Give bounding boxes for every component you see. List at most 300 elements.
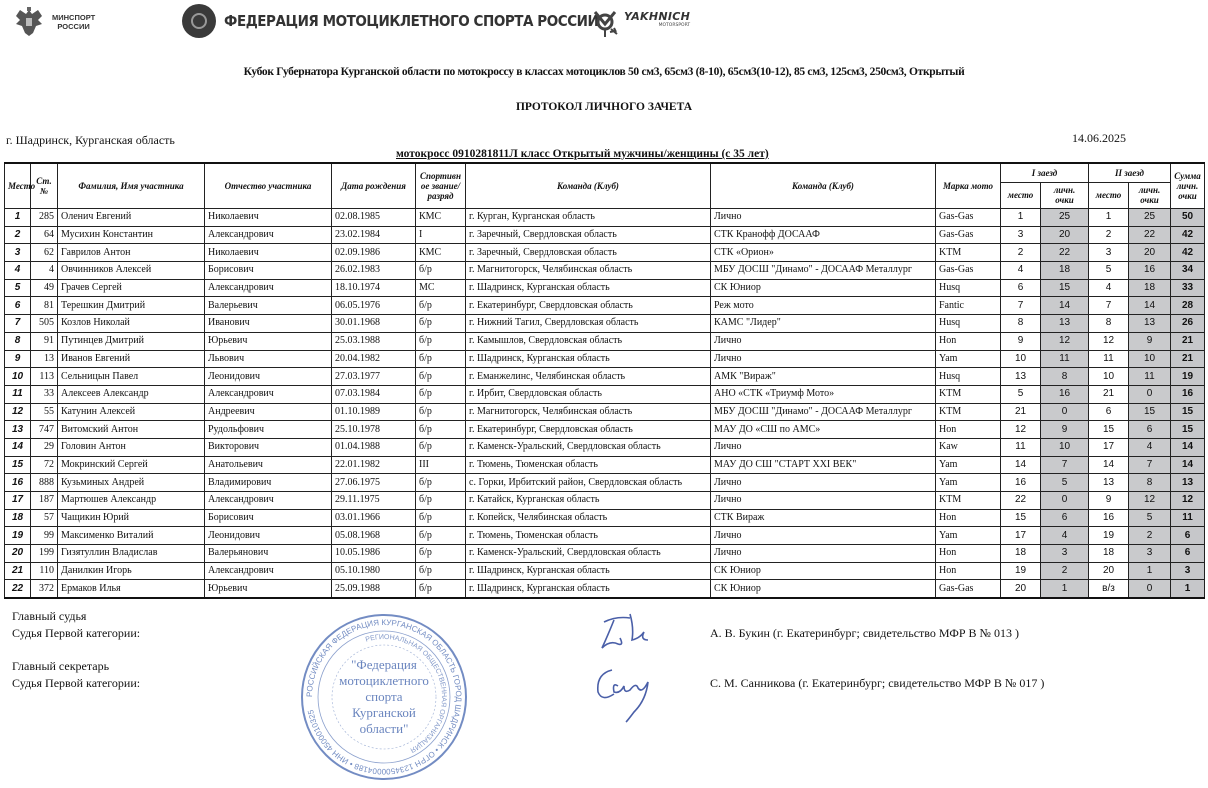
- row-race2-points: 18: [1129, 279, 1171, 297]
- row-race1-points: 7: [1041, 456, 1089, 474]
- row-race1-points: 14: [1041, 297, 1089, 315]
- row-birth-date: 07.03.1984: [332, 385, 416, 403]
- table-row: [5, 492, 1205, 510]
- row-race2-points: 14: [1129, 297, 1171, 315]
- row-place: 2: [5, 226, 31, 244]
- chief-secretary-category: Судья Первой категории:: [12, 676, 141, 690]
- row-patronymic: Юрьевич: [205, 332, 332, 350]
- row-place: 12: [5, 403, 31, 421]
- row-race1-place: 16: [1001, 474, 1041, 492]
- row-race2-place: 3: [1089, 244, 1129, 262]
- row-moto: Hon: [936, 562, 1001, 580]
- row-name: Сельницын Павел: [58, 368, 205, 386]
- row-rank: б/р: [416, 580, 466, 598]
- row-race1-points: 12: [1041, 332, 1089, 350]
- row-sum: 21: [1171, 350, 1205, 368]
- row-moto: Fantic: [936, 297, 1001, 315]
- row-rank: I: [416, 226, 466, 244]
- row-race1-points: 20: [1041, 226, 1089, 244]
- row-start-number: 747: [31, 421, 58, 439]
- row-sum: 12: [1171, 492, 1205, 510]
- federation-logo: [182, 4, 640, 38]
- row-team: МАУ ДО СШ "СТАРТ XXI ВЕК": [711, 456, 936, 474]
- competition-title: Кубок Губернатора Курганской области по мотокроссу в классах мотоциклов 50 см3, 65см3 (8-10), 65см3(10-12), 85 см3, 125см3, 250см3, Открытый: [243, 66, 965, 78]
- row-name: Овчинников Алексей: [58, 262, 205, 280]
- row-team: Лично: [711, 209, 936, 227]
- row-sum: 50: [1171, 209, 1205, 227]
- row-birth-date: 01.10.1989: [332, 403, 416, 421]
- row-start-number: 113: [31, 368, 58, 386]
- row-race2-place: 11: [1089, 350, 1129, 368]
- row-patronymic: Александрович: [205, 562, 332, 580]
- row-moto: Hon: [936, 332, 1001, 350]
- row-start-number: 62: [31, 244, 58, 262]
- col-rank: Спортивное звание/разряд: [416, 163, 466, 209]
- row-race2-place: 20: [1089, 562, 1129, 580]
- row-team: Лично: [711, 545, 936, 563]
- row-race2-points: 15: [1129, 403, 1171, 421]
- row-patronymic: Леонидович: [205, 368, 332, 386]
- row-sum: 26: [1171, 315, 1205, 333]
- row-patronymic: Львович: [205, 350, 332, 368]
- table-row: [5, 209, 1205, 227]
- row-start-number: 81: [31, 297, 58, 315]
- row-patronymic: Александрович: [205, 226, 332, 244]
- row-name: Путинцев Дмитрий: [58, 332, 205, 350]
- stamp-center-line: мотоциклетного: [339, 673, 429, 688]
- class-line: мотокросс 0910281811Л класс Открытый мужчины/женщины (с 35 лет): [396, 148, 769, 160]
- protocol-title: ПРОТОКОЛ ЛИЧНОГО ЗАЧЕТА: [515, 101, 692, 113]
- ministry-line2: РОССИИ: [57, 22, 90, 31]
- col-race2-place: место: [1089, 182, 1129, 208]
- row-rank: III: [416, 456, 466, 474]
- row-place: 11: [5, 385, 31, 403]
- row-start-number: 13: [31, 350, 58, 368]
- row-start-number: 187: [31, 492, 58, 510]
- row-race1-place: 22: [1001, 492, 1041, 510]
- table-row: [5, 527, 1205, 545]
- row-moto: Husq: [936, 279, 1001, 297]
- row-region: г. Катайск, Курганская область: [466, 492, 711, 510]
- col-race1: I заезд: [1001, 163, 1089, 182]
- row-moto: Gas-Gas: [936, 580, 1001, 598]
- row-race1-points: 0: [1041, 403, 1089, 421]
- row-birth-date: 23.02.1984: [332, 226, 416, 244]
- row-start-number: 199: [31, 545, 58, 563]
- row-race1-place: 11: [1001, 438, 1041, 456]
- row-moto: Hon: [936, 421, 1001, 439]
- row-sum: 1: [1171, 580, 1205, 598]
- table-row: [5, 226, 1205, 244]
- sponsor-subtitle: MOTORSPORT: [658, 23, 691, 28]
- row-name: Гизятуллин Владислав: [58, 545, 205, 563]
- row-region: с. Горки, Ирбитский район, Свердловская область: [466, 474, 711, 492]
- row-race2-place: 2: [1089, 226, 1129, 244]
- row-team: Лично: [711, 350, 936, 368]
- row-race1-points: 10: [1041, 438, 1089, 456]
- row-place: 7: [5, 315, 31, 333]
- row-place: 14: [5, 438, 31, 456]
- row-birth-date: 26.02.1983: [332, 262, 416, 280]
- row-name: Иванов Евгений: [58, 350, 205, 368]
- ministry-line1: МИНСПОРТ: [52, 13, 96, 22]
- row-birth-date: 02.08.1985: [332, 209, 416, 227]
- row-patronymic: Анатольевич: [205, 456, 332, 474]
- row-race2-points: 4: [1129, 438, 1171, 456]
- row-team: СТК «Орион»: [711, 244, 936, 262]
- row-race2-place: 15: [1089, 421, 1129, 439]
- table-row: [5, 332, 1205, 350]
- federation-emblem-icon: [182, 4, 216, 38]
- row-race1-place: 15: [1001, 509, 1041, 527]
- row-start-number: 505: [31, 315, 58, 333]
- row-region: г. Нижний Тагил, Свердловская область: [466, 315, 711, 333]
- row-race1-points: 13: [1041, 315, 1089, 333]
- row-sum: 19: [1171, 368, 1205, 386]
- row-moto: KTM: [936, 385, 1001, 403]
- row-place: 15: [5, 456, 31, 474]
- row-patronymic: Александрович: [205, 279, 332, 297]
- row-team: СТК Кранофф ДОСААФ: [711, 226, 936, 244]
- row-place: 21: [5, 562, 31, 580]
- chief-judge-category: Судья Первой категории:: [12, 626, 141, 640]
- row-rank: б/р: [416, 545, 466, 563]
- row-region: г. Ирбит, Свердловская область: [466, 385, 711, 403]
- row-rank: б/р: [416, 332, 466, 350]
- row-team: КАМС "Лидер": [711, 315, 936, 333]
- row-moto: Hon: [936, 545, 1001, 563]
- row-team: МАУ ДО «СШ по АМС»: [711, 421, 936, 439]
- row-start-number: 99: [31, 527, 58, 545]
- row-rank: КМС: [416, 209, 466, 227]
- row-sum: 21: [1171, 332, 1205, 350]
- col-race1-place: место: [1001, 182, 1041, 208]
- row-race1-place: 4: [1001, 262, 1041, 280]
- row-race1-points: 25: [1041, 209, 1089, 227]
- row-name: Чащикин Юрий: [58, 509, 205, 527]
- col-patronymic: Отчество участника: [205, 163, 332, 209]
- col-team: Команда (Клуб): [711, 163, 936, 209]
- row-race2-place: 19: [1089, 527, 1129, 545]
- row-region: г. Тюмень, Тюменская область: [466, 456, 711, 474]
- row-place: 9: [5, 350, 31, 368]
- row-rank: КМС: [416, 244, 466, 262]
- row-place: 8: [5, 332, 31, 350]
- row-moto: KTM: [936, 403, 1001, 421]
- table-row: [5, 474, 1205, 492]
- row-name: Кузьминых Андрей: [58, 474, 205, 492]
- row-name: Мокринский Сергей: [58, 456, 205, 474]
- row-race2-points: 7: [1129, 456, 1171, 474]
- row-moto: Husq: [936, 368, 1001, 386]
- table-row: [5, 368, 1205, 386]
- row-race2-place: 13: [1089, 474, 1129, 492]
- row-patronymic: Борисович: [205, 262, 332, 280]
- row-region: г. Екатеринбург, Свердловская область: [466, 421, 711, 439]
- row-rank: б/р: [416, 315, 466, 333]
- row-rank: б/р: [416, 474, 466, 492]
- row-race1-place: 3: [1001, 226, 1041, 244]
- row-race2-place: 14: [1089, 456, 1129, 474]
- stamp-ring-text: РОССИЙСКАЯ ФЕДЕРАЦИЯ КУРГАНСКАЯ ОБЛАСТЬ ГОРОД ШАДРИНСК • ОГРН 1234500004188 • ИНН 4500010325: [304, 617, 464, 777]
- row-birth-date: 25.09.1988: [332, 580, 416, 598]
- row-name: Грачев Сергей: [58, 279, 205, 297]
- row-race1-place: 6: [1001, 279, 1041, 297]
- row-race1-place: 14: [1001, 456, 1041, 474]
- row-birth-date: 25.10.1978: [332, 421, 416, 439]
- row-birth-date: 01.04.1988: [332, 438, 416, 456]
- col-birth-date: Дата рождения: [332, 163, 416, 209]
- row-race1-place: 9: [1001, 332, 1041, 350]
- row-place: 16: [5, 474, 31, 492]
- row-rank: б/р: [416, 492, 466, 510]
- row-region: г. Шадринск, Курганская область: [466, 279, 711, 297]
- row-place: 3: [5, 244, 31, 262]
- row-birth-date: 05.10.1980: [332, 562, 416, 580]
- row-birth-date: 18.10.1974: [332, 279, 416, 297]
- row-start-number: 372: [31, 580, 58, 598]
- sponsor-logo: [592, 10, 690, 38]
- table-row: [5, 545, 1205, 563]
- row-birth-date: 06.05.1976: [332, 297, 416, 315]
- row-race1-place: 1: [1001, 209, 1041, 227]
- row-birth-date: 05.08.1968: [332, 527, 416, 545]
- row-race1-place: 21: [1001, 403, 1041, 421]
- row-moto: Husq: [936, 315, 1001, 333]
- row-name: Мартюшев Александр: [58, 492, 205, 510]
- chief-secretary-title: Главный секретарь: [12, 659, 110, 673]
- row-race2-points: 8: [1129, 474, 1171, 492]
- row-birth-date: 25.03.1988: [332, 332, 416, 350]
- row-start-number: 888: [31, 474, 58, 492]
- table-row: [5, 297, 1205, 315]
- row-sum: 11: [1171, 509, 1205, 527]
- row-place: 10: [5, 368, 31, 386]
- row-region: г. Екатеринбург, Свердловская область: [466, 297, 711, 315]
- row-rank: б/р: [416, 350, 466, 368]
- row-race1-points: 22: [1041, 244, 1089, 262]
- chief-judge-name: А. В. Букин (г. Екатеринбург; свидетельство МФР В № 013 ): [710, 626, 1019, 640]
- row-race2-place: 5: [1089, 262, 1129, 280]
- row-name: Витомский Антон: [58, 421, 205, 439]
- row-birth-date: 02.09.1986: [332, 244, 416, 262]
- row-sum: 33: [1171, 279, 1205, 297]
- row-rank: б/р: [416, 262, 466, 280]
- row-race2-place: 8: [1089, 315, 1129, 333]
- table-row: [5, 438, 1205, 456]
- row-birth-date: 29.11.1975: [332, 492, 416, 510]
- row-race1-points: 3: [1041, 545, 1089, 563]
- row-moto: KTM: [936, 244, 1001, 262]
- row-name: Максименко Виталий: [58, 527, 205, 545]
- table-row: [5, 350, 1205, 368]
- row-race1-place: 13: [1001, 368, 1041, 386]
- row-race2-points: 13: [1129, 315, 1171, 333]
- row-region: г. Шадринск, Курганская область: [466, 580, 711, 598]
- row-rank: б/р: [416, 421, 466, 439]
- row-team: МБУ ДОСШ "Динамо" - ДОСААФ Металлург: [711, 403, 936, 421]
- row-place: 17: [5, 492, 31, 510]
- row-birth-date: 22.01.1982: [332, 456, 416, 474]
- row-sum: 14: [1171, 456, 1205, 474]
- row-patronymic: Борисович: [205, 509, 332, 527]
- row-name: Козлов Николай: [58, 315, 205, 333]
- chief-secretary-signature: [590, 660, 660, 725]
- row-start-number: 29: [31, 438, 58, 456]
- federation-name: ФЕДЕРАЦИЯ МОТОЦИКЛЕТНОГО СПОРТА РОССИИ: [224, 12, 599, 30]
- row-patronymic: Иванович: [205, 315, 332, 333]
- row-region: г. Каменск-Уральский, Свердловская область: [466, 438, 711, 456]
- row-team: Лично: [711, 492, 936, 510]
- row-rank: б/р: [416, 509, 466, 527]
- row-region: г. Копейск, Челябинская область: [466, 509, 711, 527]
- row-patronymic: Владимирович: [205, 474, 332, 492]
- table-row: [5, 385, 1205, 403]
- row-race1-points: 8: [1041, 368, 1089, 386]
- chief-judge-signature: [596, 610, 656, 660]
- row-place: 20: [5, 545, 31, 563]
- table-row: [5, 403, 1205, 421]
- row-race2-place: 4: [1089, 279, 1129, 297]
- row-name: Терешкин Дмитрий: [58, 297, 205, 315]
- row-rank: б/р: [416, 297, 466, 315]
- row-patronymic: Николаевич: [205, 209, 332, 227]
- stamp-center-line: спорта: [365, 689, 403, 704]
- table-row: [5, 262, 1205, 280]
- row-moto: Yam: [936, 350, 1001, 368]
- row-place: 18: [5, 509, 31, 527]
- row-race2-points: 10: [1129, 350, 1171, 368]
- row-moto: Hon: [936, 509, 1001, 527]
- row-team: Лично: [711, 332, 936, 350]
- sponsor-name: YAKHNICH: [624, 10, 691, 23]
- row-sum: 15: [1171, 403, 1205, 421]
- row-birth-date: 03.01.1966: [332, 509, 416, 527]
- row-race1-points: 11: [1041, 350, 1089, 368]
- row-name: Мусихин Константин: [58, 226, 205, 244]
- row-race2-place: 6: [1089, 403, 1129, 421]
- row-start-number: 110: [31, 562, 58, 580]
- row-region: г. Тюмень, Тюменская область: [466, 527, 711, 545]
- row-race1-points: 5: [1041, 474, 1089, 492]
- row-sum: 16: [1171, 385, 1205, 403]
- row-patronymic: Александрович: [205, 385, 332, 403]
- row-race1-place: 2: [1001, 244, 1041, 262]
- row-region: г. Еманжелинс, Челябинская область: [466, 368, 711, 386]
- row-race2-points: 25: [1129, 209, 1171, 227]
- row-place: 19: [5, 527, 31, 545]
- row-place: 13: [5, 421, 31, 439]
- double-headed-eagle-icon: [12, 6, 46, 38]
- row-race1-place: 5: [1001, 385, 1041, 403]
- row-sum: 28: [1171, 297, 1205, 315]
- row-name: Гаврилов Антон: [58, 244, 205, 262]
- row-team: Лично: [711, 474, 936, 492]
- row-place: 1: [5, 209, 31, 227]
- row-moto: KTM: [936, 492, 1001, 510]
- row-race2-points: 2: [1129, 527, 1171, 545]
- row-race1-points: 15: [1041, 279, 1089, 297]
- row-patronymic: Юрьевич: [205, 580, 332, 598]
- row-race1-points: 0: [1041, 492, 1089, 510]
- results-table: [4, 162, 1205, 599]
- row-moto: Yam: [936, 456, 1001, 474]
- row-name: Данилкин Игорь: [58, 562, 205, 580]
- row-rank: б/р: [416, 527, 466, 545]
- row-race1-points: 4: [1041, 527, 1089, 545]
- row-race1-points: 9: [1041, 421, 1089, 439]
- table-row: [5, 244, 1205, 262]
- chief-secretary-name: С. М. Санникова (г. Екатеринбург; свидетельство МФР В № 017 ): [710, 676, 1045, 690]
- row-moto: Gas-Gas: [936, 262, 1001, 280]
- row-birth-date: 27.03.1977: [332, 368, 416, 386]
- event-date: 14.06.2025: [1072, 131, 1126, 145]
- row-sum: 14: [1171, 438, 1205, 456]
- ministry-logo: [12, 6, 95, 38]
- row-rank: б/р: [416, 385, 466, 403]
- row-team: АНО «СТК «Триумф Мото»: [711, 385, 936, 403]
- row-race2-place: 1: [1089, 209, 1129, 227]
- row-region: г. Магнитогорск, Челябинская область: [466, 403, 711, 421]
- row-moto: Gas-Gas: [936, 209, 1001, 227]
- row-race2-place: 16: [1089, 509, 1129, 527]
- stamp-inner-ring-text: РЕГИОНАЛЬНАЯ ОБЩЕСТВЕННАЯ ОРГАНИЗАЦИЯ: [364, 633, 448, 754]
- stamp-center-line: Курганской: [352, 705, 416, 720]
- row-team: Лично: [711, 438, 936, 456]
- row-patronymic: Николаевич: [205, 244, 332, 262]
- row-patronymic: Валерьянович: [205, 545, 332, 563]
- row-race2-points: 11: [1129, 368, 1171, 386]
- row-race1-place: 20: [1001, 580, 1041, 598]
- col-moto: Марка мото: [936, 163, 1001, 209]
- row-rank: б/р: [416, 438, 466, 456]
- row-place: 6: [5, 297, 31, 315]
- row-race2-points: 3: [1129, 545, 1171, 563]
- row-race2-place: в/з: [1089, 580, 1129, 598]
- row-race1-place: 8: [1001, 315, 1041, 333]
- row-team: СТК Вираж: [711, 509, 936, 527]
- row-start-number: 55: [31, 403, 58, 421]
- row-team: Лично: [711, 527, 936, 545]
- row-race2-points: 5: [1129, 509, 1171, 527]
- col-race2-points: личн. очки: [1129, 182, 1171, 208]
- row-race2-place: 18: [1089, 545, 1129, 563]
- row-rank: б/р: [416, 403, 466, 421]
- row-sum: 42: [1171, 226, 1205, 244]
- row-moto: Yam: [936, 527, 1001, 545]
- row-race2-points: 20: [1129, 244, 1171, 262]
- row-sum: 6: [1171, 545, 1205, 563]
- row-patronymic: Рудольфович: [205, 421, 332, 439]
- row-race2-place: 7: [1089, 297, 1129, 315]
- row-region: г. Курган, Курганская область: [466, 209, 711, 227]
- row-race1-place: 19: [1001, 562, 1041, 580]
- row-region: г. Каменск-Уральский, Свердловская область: [466, 545, 711, 563]
- row-patronymic: Александрович: [205, 492, 332, 510]
- row-region: г. Заречный, Свердловская область: [466, 244, 711, 262]
- row-region: г. Магнитогорск, Челябинская область: [466, 262, 711, 280]
- row-race1-place: 10: [1001, 350, 1041, 368]
- row-start-number: 64: [31, 226, 58, 244]
- row-sum: 3: [1171, 562, 1205, 580]
- row-sum: 13: [1171, 474, 1205, 492]
- row-patronymic: Валерьевич: [205, 297, 332, 315]
- row-race2-place: 12: [1089, 332, 1129, 350]
- row-race1-place: 17: [1001, 527, 1041, 545]
- row-birth-date: 10.05.1986: [332, 545, 416, 563]
- row-name: Головин Антон: [58, 438, 205, 456]
- row-race1-points: 16: [1041, 385, 1089, 403]
